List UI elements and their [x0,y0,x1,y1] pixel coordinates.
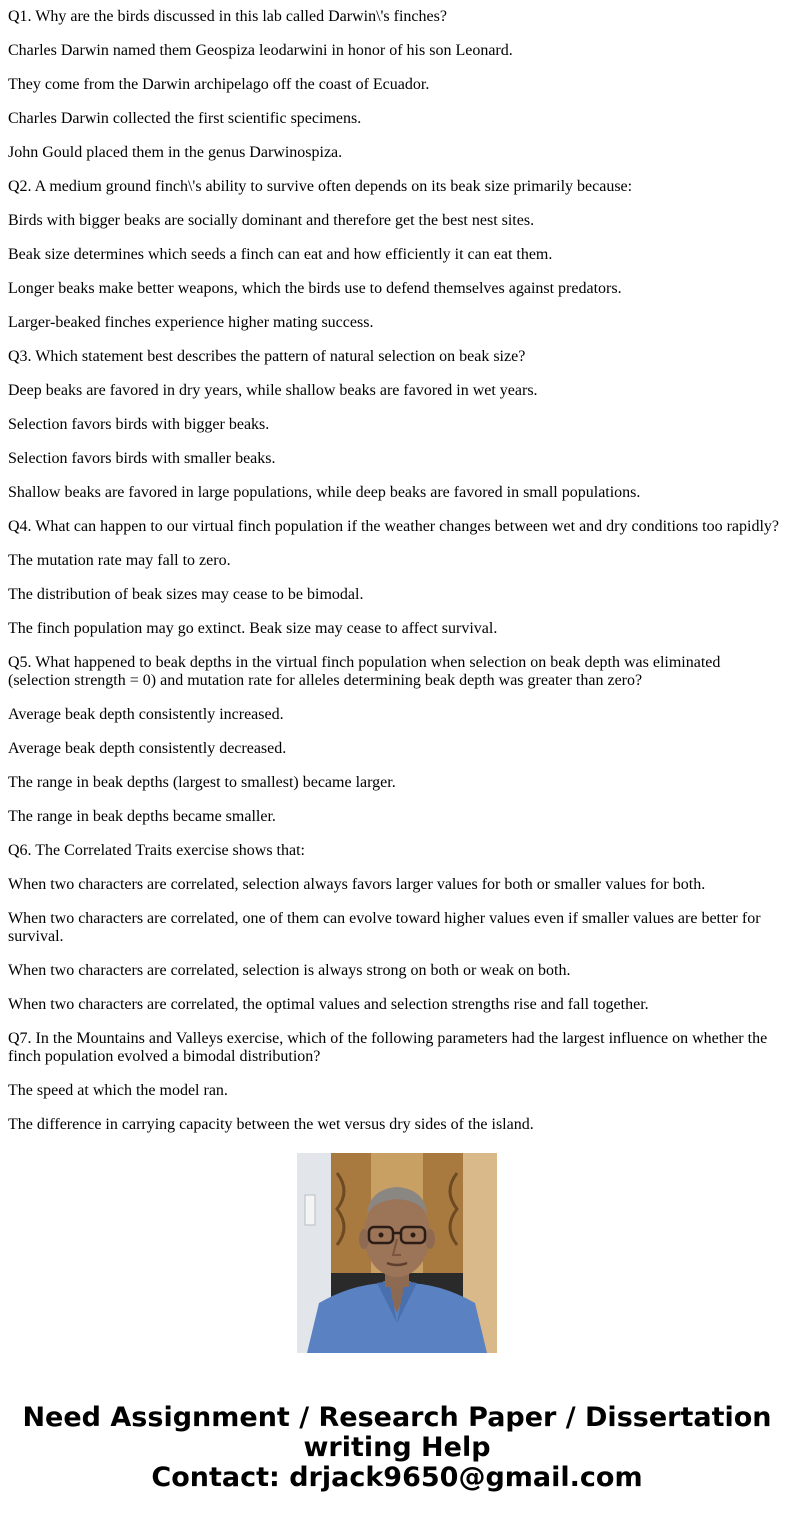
author-avatar [297,1153,497,1353]
promo-banner [0,1403,794,1493]
question-q4: Q4. What can happen to our virtual finch population if the weather changes between wet and dry conditions too rapidly? [8,518,780,535]
answer-option: Larger-beaked finches experience higher mating success. [8,314,374,331]
question-q2: Q2. A medium ground finch\'s ability to survive often depends on its beak size primarily because: [8,178,633,195]
question-q1: Q1. Why are the birds discussed in this lab called Darwin\'s finches? [8,8,447,25]
answer-option: Selection favors birds with smaller beaks. [8,450,276,467]
answer-option: The mutation rate may fall to zero. [8,552,231,569]
question-q3: Q3. Which statement best describes the pattern of natural selection on beak size? [8,348,526,365]
answer-option: Average beak depth consistently increased. [8,706,284,723]
answer-option: The range in beak depths became smaller. [8,808,276,825]
answer-option: The range in beak depths (largest to smallest) became larger. [8,774,396,791]
question-q6: Q6. The Correlated Traits exercise shows that: [8,842,305,859]
answer-option: They come from the Darwin archipelago off the coast of Ecuador. [8,76,430,93]
promo-contact-email: Contact: drjack9650@gmail.com [151,1462,643,1493]
answer-option: Shallow beaks are favored in large populations, while deep beaks are favored in small populations. [8,484,641,501]
answer-option: The distribution of beak sizes may cease to be bimodal. [8,586,364,603]
promo-headline: Need Assignment / Research Paper / Dissertation writing Help [22,1402,772,1463]
answer-option: Charles Darwin collected the first scientific specimens. [8,110,362,127]
answer-option: The difference in carrying capacity between the wet versus dry sides of the island. [8,1116,534,1133]
author-portrait-illustration [297,1153,497,1353]
answer-option: When two characters are correlated, selection always favors larger values for both or smaller values for both. [8,876,706,893]
question-document [8,0,786,1133]
answer-option: Deep beaks are favored in dry years, while shallow beaks are favored in wet years. [8,382,538,399]
answer-option: Birds with bigger beaks are socially dominant and therefore get the best nest sites. [8,212,535,229]
answer-option: Average beak depth consistently decreased. [8,740,287,757]
question-q5: Q5. What happened to beak depths in the virtual finch population when selection on beak depth was eliminated (selection strength = 0) and mutation rate for alleles determining beak depth was greater than zero? [8,654,721,689]
answer-option: Beak size determines which seeds a finch can eat and how efficiently it can eat them. [8,246,553,263]
answer-option: When two characters are correlated, one of them can evolve toward higher values even if smaller values are better for survival. [8,910,761,945]
answer-option: The speed at which the model ran. [8,1082,228,1099]
answer-option: Charles Darwin named them Geospiza leodarwini in honor of his son Leonard. [8,42,513,59]
answer-option: Longer beaks make better weapons, which the birds use to defend themselves against predators. [8,280,622,297]
answer-option: When two characters are correlated, the optimal values and selection strengths rise and fall together. [8,996,649,1013]
answer-option: Selection favors birds with bigger beaks. [8,416,270,433]
answer-option: John Gould placed them in the genus Darwinospiza. [8,144,343,161]
question-q7: Q7. In the Mountains and Valleys exercise, which of the following parameters had the largest influence on whether the finch population evolved a bimodal distribution? [8,1030,768,1065]
answer-option: The finch population may go extinct. Beak size may cease to affect survival. [8,620,498,637]
answer-option: When two characters are correlated, selection is always strong on both or weak on both. [8,962,571,979]
